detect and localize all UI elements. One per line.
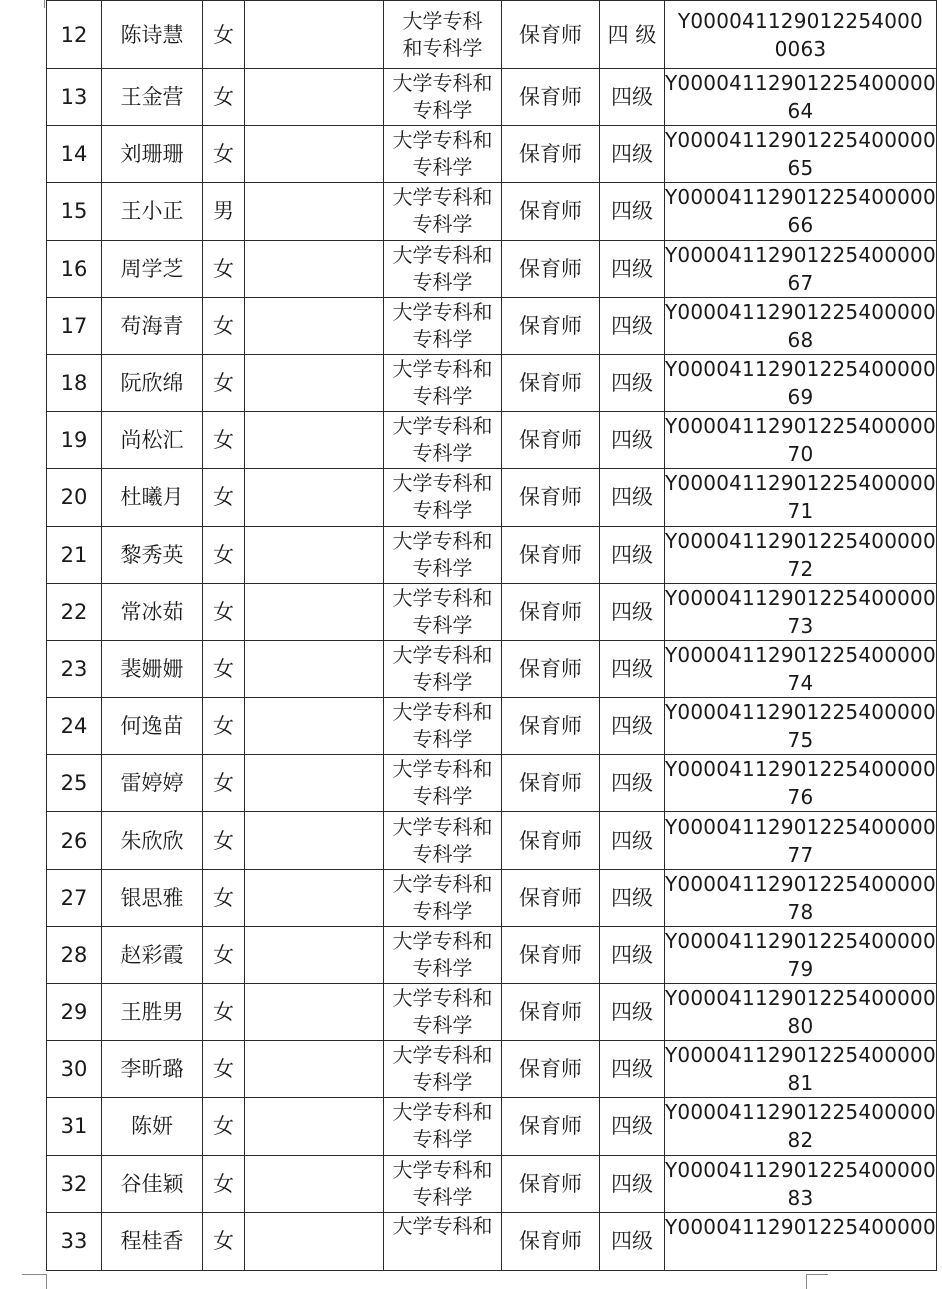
table-row	[47, 698, 937, 755]
cell-name: 王胜男	[102, 984, 203, 1041]
cell-education: 大学专科和 专科学	[384, 526, 502, 583]
cell-blank	[245, 1098, 384, 1155]
cell-level: 四级	[600, 183, 665, 240]
cell-blank	[245, 354, 384, 411]
cell-education: 大学专科和	[384, 1212, 502, 1270]
cell-blank	[245, 126, 384, 183]
cell-serial-number: 17	[47, 297, 102, 354]
cell-serial-number: 16	[47, 240, 102, 297]
cell-name: 杜曦月	[102, 469, 203, 526]
cell-education: 大学专科和 专科学	[384, 183, 502, 240]
cell-serial-number: 24	[47, 698, 102, 755]
crop-mark-bottom-right-h	[806, 1274, 828, 1275]
table-body	[47, 1, 937, 1271]
cell-profession: 保育师	[502, 69, 600, 126]
cell-profession: 保育师	[502, 469, 600, 526]
cell-serial-number: 21	[47, 526, 102, 583]
cell-blank	[245, 698, 384, 755]
cell-blank	[245, 1041, 384, 1098]
cell-level: 四级	[600, 812, 665, 869]
cell-gender: 女	[203, 869, 245, 926]
cell-level: 四级	[600, 240, 665, 297]
cell-level: 四级	[600, 698, 665, 755]
cell-name: 刘珊珊	[102, 126, 203, 183]
cell-profession: 保育师	[502, 126, 600, 183]
cell-profession: 保育师	[502, 698, 600, 755]
cell-name: 裴姗姗	[102, 640, 203, 697]
cell-profession: 保育师	[502, 869, 600, 926]
cell-gender: 女	[203, 126, 245, 183]
cell-name: 程桂香	[102, 1212, 203, 1270]
crop-mark-bottom-left-v	[46, 1274, 47, 1289]
cell-level: 四级	[600, 126, 665, 183]
cell-education: 大学专科和 专科学	[384, 354, 502, 411]
cell-gender: 女	[203, 1098, 245, 1155]
cell-level: 四级	[600, 354, 665, 411]
cell-certificate-number: Y00004112901225400000 72	[665, 526, 937, 583]
cell-level: 四级	[600, 583, 665, 640]
cell-certificate-number: Y00004112901225400000 75	[665, 698, 937, 755]
cell-certificate-number: Y00004112901225400000 67	[665, 240, 937, 297]
cell-blank	[245, 297, 384, 354]
cell-gender: 女	[203, 583, 245, 640]
cell-profession: 保育师	[502, 1212, 600, 1270]
cell-blank	[245, 1, 384, 69]
cell-gender: 女	[203, 69, 245, 126]
cell-level: 四级	[600, 984, 665, 1041]
cell-blank	[245, 869, 384, 926]
cell-certificate-number: Y00004112901225400000 77	[665, 812, 937, 869]
cell-profession: 保育师	[502, 354, 600, 411]
cell-serial-number: 20	[47, 469, 102, 526]
cell-level: 四级	[600, 69, 665, 126]
cell-certificate-number: Y00004112901225400000 82	[665, 1098, 937, 1155]
cell-blank	[245, 583, 384, 640]
cell-profession: 保育师	[502, 183, 600, 240]
cell-gender: 女	[203, 412, 245, 469]
table-row	[47, 755, 937, 812]
cell-blank	[245, 926, 384, 983]
cell-level: 四级	[600, 1155, 665, 1212]
cell-name: 雷婷婷	[102, 755, 203, 812]
cell-name: 黎秀英	[102, 526, 203, 583]
table-row	[47, 583, 937, 640]
cell-gender: 女	[203, 1, 245, 69]
cell-level: 四级	[600, 526, 665, 583]
cell-profession: 保育师	[502, 412, 600, 469]
cell-serial-number: 25	[47, 755, 102, 812]
cell-education: 大学专科和 专科学	[384, 126, 502, 183]
cell-profession: 保育师	[502, 240, 600, 297]
cell-blank	[245, 812, 384, 869]
cell-serial-number: 32	[47, 1155, 102, 1212]
cell-gender: 女	[203, 469, 245, 526]
cell-profession: 保育师	[502, 640, 600, 697]
crop-mark-bottom-left-h	[22, 1274, 46, 1275]
cell-certificate-number: Y00004112901225400000 71	[665, 469, 937, 526]
cell-serial-number: 13	[47, 69, 102, 126]
cell-level: 四 级	[600, 1, 665, 69]
crop-mark-top-left	[44, 0, 45, 8]
cell-serial-number: 33	[47, 1212, 102, 1270]
cell-certificate-number: Y00004112901225400000 68	[665, 297, 937, 354]
roster-table	[46, 0, 937, 1271]
cell-gender: 女	[203, 526, 245, 583]
cell-profession: 保育师	[502, 926, 600, 983]
cell-serial-number: 15	[47, 183, 102, 240]
cell-gender: 女	[203, 354, 245, 411]
cell-gender: 女	[203, 1155, 245, 1212]
cell-profession: 保育师	[502, 1041, 600, 1098]
cell-education: 大学专科和 专科学	[384, 297, 502, 354]
cell-name: 王小正	[102, 183, 203, 240]
cell-blank	[245, 412, 384, 469]
table-row	[47, 812, 937, 869]
cell-serial-number: 31	[47, 1098, 102, 1155]
table-row	[47, 240, 937, 297]
cell-serial-number: 28	[47, 926, 102, 983]
cell-certificate-number: Y00004112901225400000 74	[665, 640, 937, 697]
cell-profession: 保育师	[502, 1, 600, 69]
cell-gender: 女	[203, 698, 245, 755]
cell-serial-number: 14	[47, 126, 102, 183]
cell-gender: 女	[203, 812, 245, 869]
cell-serial-number: 26	[47, 812, 102, 869]
table-row	[47, 984, 937, 1041]
cell-education: 大学专科和 专科学	[384, 984, 502, 1041]
table-row	[47, 869, 937, 926]
cell-gender: 女	[203, 926, 245, 983]
cell-education: 大学专科 和专科学	[384, 1, 502, 69]
table-row	[47, 354, 937, 411]
crop-mark-bottom-right-v	[806, 1274, 807, 1289]
cell-education: 大学专科和 专科学	[384, 1041, 502, 1098]
cell-gender: 女	[203, 1212, 245, 1270]
cell-name: 常冰茹	[102, 583, 203, 640]
cell-education: 大学专科和 专科学	[384, 583, 502, 640]
cell-level: 四级	[600, 1098, 665, 1155]
cell-education: 大学专科和 专科学	[384, 755, 502, 812]
table-row	[47, 69, 937, 126]
cell-blank	[245, 755, 384, 812]
cell-certificate-number: Y00004112901225400000 69	[665, 354, 937, 411]
cell-name: 赵彩霞	[102, 926, 203, 983]
cell-education: 大学专科和 专科学	[384, 926, 502, 983]
cell-serial-number: 29	[47, 984, 102, 1041]
cell-certificate-number: Y00004112901225400000 79	[665, 926, 937, 983]
cell-profession: 保育师	[502, 583, 600, 640]
cell-gender: 男	[203, 183, 245, 240]
table-row	[47, 640, 937, 697]
table-row	[47, 183, 937, 240]
table-row	[47, 526, 937, 583]
table-row	[47, 1098, 937, 1155]
cell-gender: 女	[203, 755, 245, 812]
cell-name: 朱欣欣	[102, 812, 203, 869]
cell-level: 四级	[600, 1212, 665, 1270]
cell-gender: 女	[203, 297, 245, 354]
cell-level: 四级	[600, 412, 665, 469]
cell-certificate-number: Y00004112901225400000 76	[665, 755, 937, 812]
cell-name: 谷佳颖	[102, 1155, 203, 1212]
cell-gender: 女	[203, 1041, 245, 1098]
cell-name: 李昕璐	[102, 1041, 203, 1098]
cell-certificate-number: Y00004112901225400000 65	[665, 126, 937, 183]
cell-profession: 保育师	[502, 812, 600, 869]
cell-gender: 女	[203, 240, 245, 297]
cell-blank	[245, 984, 384, 1041]
cell-education: 大学专科和 专科学	[384, 869, 502, 926]
cell-certificate-number: Y00004112901225400000 64	[665, 69, 937, 126]
cell-education: 大学专科和 专科学	[384, 1098, 502, 1155]
cell-level: 四级	[600, 869, 665, 926]
cell-serial-number: 30	[47, 1041, 102, 1098]
cell-certificate-number: Y00004112901225400000 73	[665, 583, 937, 640]
cell-level: 四级	[600, 297, 665, 354]
cell-certificate-number: Y00004112901225400000 70	[665, 412, 937, 469]
cell-profession: 保育师	[502, 526, 600, 583]
cell-level: 四级	[600, 926, 665, 983]
cell-blank	[245, 240, 384, 297]
table-row	[47, 926, 937, 983]
cell-profession: 保育师	[502, 984, 600, 1041]
cell-education: 大学专科和 专科学	[384, 240, 502, 297]
document-sheet	[46, 0, 937, 1271]
cell-gender: 女	[203, 640, 245, 697]
cell-name: 尚松汇	[102, 412, 203, 469]
cell-blank	[245, 640, 384, 697]
cell-certificate-number: Y00004112901225400000	[665, 1212, 937, 1270]
cell-name: 银思雅	[102, 869, 203, 926]
cell-serial-number: 12	[47, 1, 102, 69]
cell-name: 阮欣绵	[102, 354, 203, 411]
cell-gender: 女	[203, 984, 245, 1041]
cell-certificate-number: Y00004112901225400000 81	[665, 1041, 937, 1098]
cell-name: 何逸苗	[102, 698, 203, 755]
table-row	[47, 1155, 937, 1212]
cell-level: 四级	[600, 469, 665, 526]
cell-education: 大学专科和 专科学	[384, 698, 502, 755]
cell-education: 大学专科和 专科学	[384, 640, 502, 697]
cell-blank	[245, 183, 384, 240]
cell-name: 周学芝	[102, 240, 203, 297]
cell-education: 大学专科和 专科学	[384, 69, 502, 126]
cell-certificate-number: Y00004112901225400000 80	[665, 984, 937, 1041]
cell-certificate-number: Y00004112901225400000 66	[665, 183, 937, 240]
cell-serial-number: 18	[47, 354, 102, 411]
cell-blank	[245, 469, 384, 526]
cell-profession: 保育师	[502, 1155, 600, 1212]
cell-blank	[245, 1155, 384, 1212]
cell-serial-number: 23	[47, 640, 102, 697]
cell-profession: 保育师	[502, 1098, 600, 1155]
cell-name: 陈妍	[102, 1098, 203, 1155]
cell-serial-number: 19	[47, 412, 102, 469]
cell-education: 大学专科和 专科学	[384, 1155, 502, 1212]
cell-certificate-number: Y00004112901225400000 78	[665, 869, 937, 926]
cell-education: 大学专科和 专科学	[384, 469, 502, 526]
cell-serial-number: 27	[47, 869, 102, 926]
cell-blank	[245, 526, 384, 583]
table-row	[47, 1, 937, 69]
table-row	[47, 469, 937, 526]
cell-level: 四级	[600, 755, 665, 812]
table-row	[47, 297, 937, 354]
cell-name: 陈诗慧	[102, 1, 203, 69]
cell-blank	[245, 1212, 384, 1270]
cell-level: 四级	[600, 640, 665, 697]
cell-serial-number: 22	[47, 583, 102, 640]
cell-profession: 保育师	[502, 297, 600, 354]
cell-profession: 保育师	[502, 755, 600, 812]
cell-education: 大学专科和 专科学	[384, 412, 502, 469]
cell-level: 四级	[600, 1041, 665, 1098]
cell-certificate-number: Y00004112901225400000 83	[665, 1155, 937, 1212]
table-row	[47, 126, 937, 183]
cell-education: 大学专科和 专科学	[384, 812, 502, 869]
cell-name: 苟海青	[102, 297, 203, 354]
cell-certificate-number: Y000041129012254000 0063	[665, 1, 937, 69]
cell-name: 王金营	[102, 69, 203, 126]
cell-blank	[245, 69, 384, 126]
table-row	[47, 1212, 937, 1270]
table-row	[47, 412, 937, 469]
table-row	[47, 1041, 937, 1098]
